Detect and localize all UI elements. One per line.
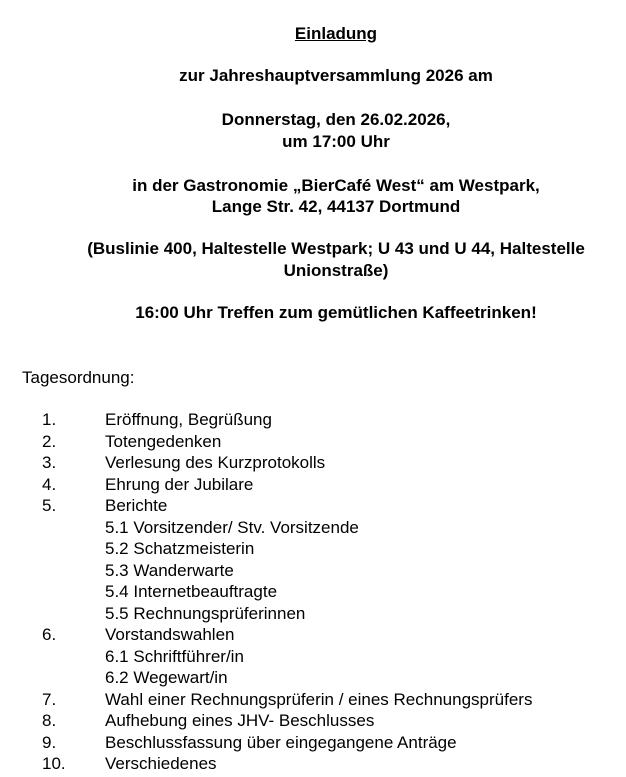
agenda-item <box>0 452 626 474</box>
agenda-item <box>0 538 626 560</box>
transit-info-line-1: (Buslinie 400, Haltestelle Westpark; U 43 und U 44, Haltestelle <box>87 239 585 258</box>
agenda-item-text: 6.1 Schriftführer/in <box>105 646 244 666</box>
agenda-item-text: 6.2 Wegewart/in <box>105 668 228 687</box>
agenda-item-text: Aufhebung eines JHV- Beschlusses <box>105 711 375 730</box>
agenda-item-text: 5.3 Wanderwarte <box>105 560 234 580</box>
agenda-item <box>0 753 626 775</box>
agenda-item-text: Ehrung der Jubilare <box>105 474 254 494</box>
agenda-item-text: Berichte <box>105 496 168 515</box>
meeting-time: um 17:00 Uhr <box>282 132 390 151</box>
agenda-item <box>0 603 626 625</box>
agenda-item-text: Beschlussfassung über eingegangene Anträge <box>105 732 457 752</box>
agenda-item <box>0 667 626 689</box>
agenda-item <box>0 517 626 539</box>
agenda-item-text: Wahl einer Rechnungsprüferin / eines Rechnungsprüfers <box>105 689 533 709</box>
agenda-item <box>0 732 626 754</box>
agenda-item-number: 5. <box>42 496 57 515</box>
meeting-address: Lange Str. 42, 44137 Dortmund <box>211 197 461 216</box>
agenda-item <box>0 624 626 646</box>
meeting-date: Donnerstag, den 26.02.2026, <box>221 110 451 129</box>
agenda-item-text: 5.2 Schatzmeisterin <box>105 539 255 558</box>
agenda-item-text: Totengedenken <box>105 431 222 451</box>
transit-info-line-2: Unionstraße) <box>283 261 389 280</box>
agenda-item-text: Vorstandswahlen <box>105 625 235 644</box>
agenda-item-number: 7. <box>42 689 57 709</box>
agenda-item <box>0 689 626 711</box>
agenda-item <box>0 710 626 732</box>
agenda-item <box>0 495 626 517</box>
agenda-item-text: Verschiedenes <box>105 754 217 773</box>
agenda-item <box>0 409 626 431</box>
agenda-list <box>0 409 626 775</box>
agenda-item-number: 3. <box>42 453 57 472</box>
document-title: Einladung <box>294 24 378 43</box>
agenda-item <box>0 474 626 496</box>
coffee-note: 16:00 Uhr Treffen zum gemütlichen Kaffeetrinken! <box>135 303 537 322</box>
agenda-item-number: 2. <box>42 431 57 451</box>
agenda-item-number: 9. <box>42 732 57 752</box>
agenda-item-number: 10. <box>42 754 66 773</box>
agenda-item <box>0 646 626 668</box>
agenda-item-number: 6. <box>42 625 57 644</box>
agenda-item <box>0 581 626 603</box>
agenda-item-text: Verlesung des Kurzprotokolls <box>105 453 326 472</box>
agenda-item-text: Eröffnung, Begrüßung <box>105 410 272 429</box>
agenda-label: Tagesordnung: <box>22 368 135 387</box>
agenda-item-text: 5.5 Rechnungsprüferinnen <box>105 603 306 623</box>
agenda-item-number: 8. <box>42 711 57 730</box>
agenda-item <box>0 431 626 453</box>
agenda-item <box>0 560 626 582</box>
meeting-name: zur Jahreshauptversammlung 2026 am <box>179 66 493 85</box>
agenda-item-number: 1. <box>42 410 57 429</box>
agenda-item-text: 5.4 Internetbeauftragte <box>105 582 278 601</box>
agenda-item-number: 4. <box>42 474 57 494</box>
agenda-item-text: 5.1 Vorsitzender/ Stv. Vorsitzende <box>105 517 359 537</box>
meeting-venue: in der Gastronomie „BierCafé West“ am Westpark, <box>132 176 540 195</box>
